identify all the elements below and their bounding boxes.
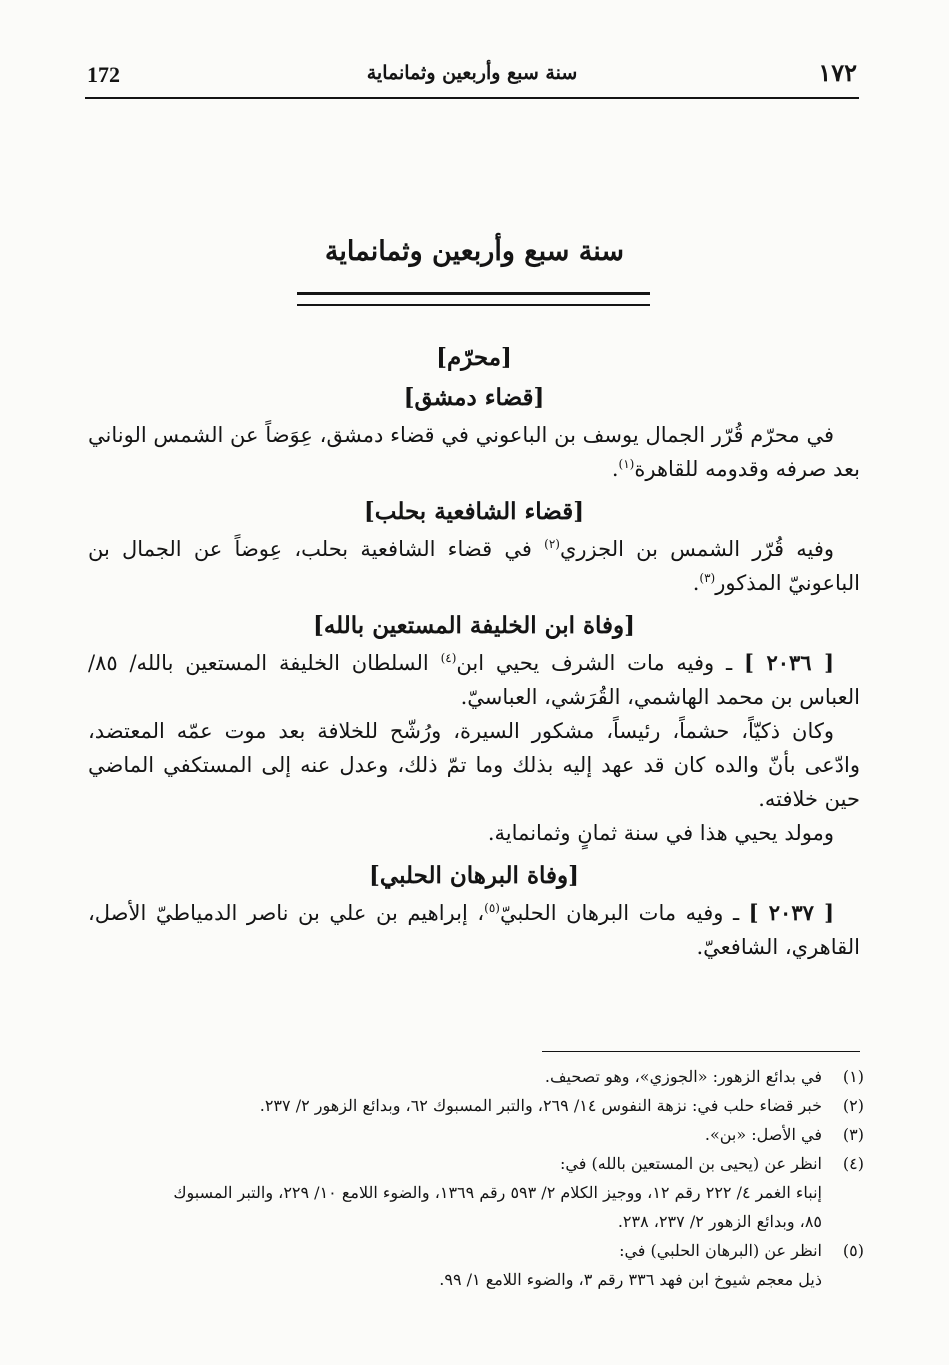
paragraph-end: .	[692, 571, 700, 595]
footnote-separator	[542, 1051, 860, 1052]
header-rule	[85, 97, 859, 99]
footnote-continuation: إنباء الغمر ٤/ ٢٢٢ رقم ١٢، ووجيز الكلام ٢/ ٥٩٣ رقم ١٣٦٩، والضوء اللامع ١٠/ ٢٢٩، والتبر المسبوك ٨٥، وبدائع الزهور ٢/ ٢٣٧، ٢٣٨.	[173, 1183, 822, 1231]
footnote-marker[interactable]: (٢)	[544, 537, 560, 551]
month-heading: [محرّم]	[436, 344, 512, 371]
footnote-marker[interactable]: (٤)	[440, 651, 457, 665]
footnote-number: (٢)	[842, 1096, 864, 1115]
footnote-item	[150, 1236, 864, 1265]
page-number-arabic: ١٧٢	[818, 58, 857, 87]
footnote-item	[150, 1091, 864, 1120]
footnote-text: انظر عن (البرهان الحلبي) في:	[619, 1241, 822, 1260]
entry-number: [ ٢٠٣٦ ]	[744, 650, 835, 675]
paragraph-biography: وكان ذكيّاً، حشماً، رئيساً، مشكور السيرة، ورُشّح للخلافة بعد موت عمّه المعتضد، وادّعى بأنّ والده كان قد عهد إليه بذلك وما تمّ ذلك، وعدل عنه إلى المستكفي الماضي حين خلافته.	[88, 719, 860, 811]
footnote-marker[interactable]: (٣)	[699, 571, 716, 585]
body-text	[88, 338, 860, 964]
footnote-marker[interactable]: (١)	[618, 457, 635, 471]
paragraph-end: .	[611, 457, 619, 481]
footnote-item	[150, 1149, 864, 1178]
footnote-item	[150, 1062, 864, 1091]
footnote-number: (١)	[842, 1067, 864, 1086]
footnote-number: (٣)	[842, 1125, 864, 1144]
paragraph-entry-2037	[88, 896, 860, 964]
section-heading-aleppo-shafii: [قضاء الشافعية بحلب]	[363, 498, 585, 525]
chapter-title-double-rule	[297, 292, 650, 306]
footnotes	[150, 1062, 864, 1294]
chapter-title: سنة سبع وأربعين وثمانماية	[324, 236, 625, 267]
paragraph-text: وفيه قُرّر الشمس بن الجزري	[559, 537, 834, 561]
page-number-latin: 172	[87, 62, 120, 87]
entry-number: [ ٢٠٣٧ ]	[748, 900, 835, 925]
paragraph-text: ـ وفيه مات الشرف يحيي ابن	[456, 651, 745, 675]
running-head	[85, 54, 859, 98]
paragraph-text: السلطان الخليفة المستعين بالله/ ٨٥/ العباس بن محمد الهاشمي، القُرَشي، العباسيّ.	[88, 651, 860, 709]
footnote-marker[interactable]: (٥)	[484, 901, 500, 915]
footnote-text: انظر عن (يحيى بن المستعين بالله) في:	[559, 1154, 822, 1173]
paragraph-text: ، إبراهيم بن علي بن ناصر الدمياطيّ الأصل، القاهري، الشافعيّ.	[88, 901, 860, 959]
paragraph-text: في قضاء الشافعية بحلب، عِوضاً عن الجمال بن الباعونيّ المذكور	[88, 537, 860, 595]
footnote-number: (٤)	[842, 1154, 864, 1173]
paragraph-entry-2036	[88, 646, 860, 714]
footnote-text: خبر قضاء حلب في: نزهة النفوس ١٤/ ٢٦٩، والتبر المسبوك ٦٢، وبدائع الزهور ٢/ ٢٣٧.	[259, 1096, 822, 1115]
running-title: سنة سبع وأربعين وثمانماية	[366, 62, 578, 84]
footnote-text: في الأصل: «بن».	[704, 1125, 822, 1144]
footnote-text: في بدائع الزهور: «الجوزي»، وهو تصحيف.	[544, 1067, 822, 1086]
footnote-number: (٥)	[842, 1241, 864, 1260]
paragraph-text: في محرّم قُرّر الجمال يوسف بن الباعوني في قضاء دمشق، عِوَضاً عن الشمس الوناني بعد صرفه وقدومه للقاهرة	[88, 423, 860, 481]
paragraph-text: ـ وفيه مات البرهان الحلبيّ	[499, 901, 749, 925]
paragraph-aleppo	[88, 532, 860, 600]
section-heading-caliph-son-death: [وفاة ابن الخليفة المستعين بالله]	[312, 612, 636, 639]
footnote-item	[150, 1120, 864, 1149]
paragraph-birth: ومولد يحيي هذا في سنة ثمانٍ وثمانماية.	[487, 821, 834, 845]
footnote-continuation: ذيل معجم شيوخ ابن فهد ٣٣٦ رقم ٣، والضوء اللامع ١/ ٩٩.	[439, 1270, 822, 1289]
section-heading-damascus-judgeship: [قضاء دمشق]	[403, 384, 545, 411]
section-heading-burhan-halabi-death: [وفاة البرهان الحلبي]	[369, 862, 579, 889]
paragraph-damascus	[88, 418, 860, 486]
